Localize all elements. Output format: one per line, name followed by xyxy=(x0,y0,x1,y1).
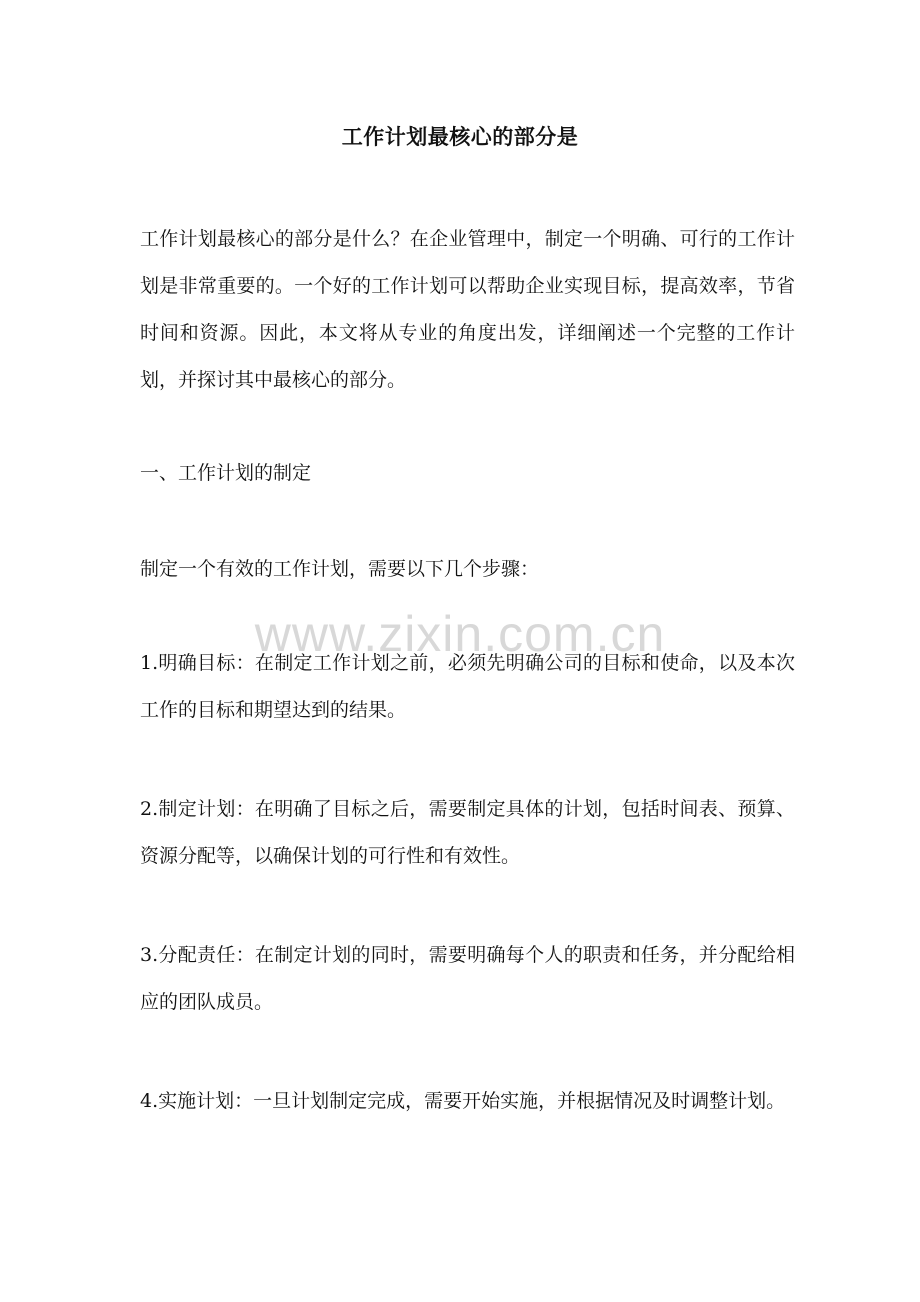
intro-paragraph: 工作计划最核心的部分是什么？在企业管理中，制定一个明确、可行的工作计划是非常重要的。一个好的工作计划可以帮助企业实现目标，提高效率，节省时间和资源。因此，本文将从专业的角度出发，详细阐述一个完整的工作计划，并探讨其中最核心的部分。 xyxy=(140,228,795,391)
section-heading: 一、工作计划的制定 xyxy=(140,462,312,484)
steps-intro-paragraph: 制定一个有效的工作计划，需要以下几个步骤： xyxy=(140,558,540,580)
step-item-3: 3.分配责任：在制定计划的同时，需要明确每个人的职责和任务，并分配给相应的团队成员。 xyxy=(140,944,795,1013)
step-item-4: 4.实施计划：一旦计划制定完成，需要开始实施，并根据情况及时调整计划。 xyxy=(140,1090,786,1112)
step-item-2: 2.制定计划：在明确了目标之后，需要制定具体的计划，包括时间表、预算、资源分配等，以确保计划的可行性和有效性。 xyxy=(140,798,795,867)
watermark: www.zixin.com.cn xyxy=(254,606,666,662)
document-title: 工作计划最核心的部分是 xyxy=(341,124,579,149)
step-item-1: 1.明确目标：在制定工作计划之前，必须先明确公司的目标和使命，以及本次工作的目标和期望达到的结果。 xyxy=(140,652,795,721)
